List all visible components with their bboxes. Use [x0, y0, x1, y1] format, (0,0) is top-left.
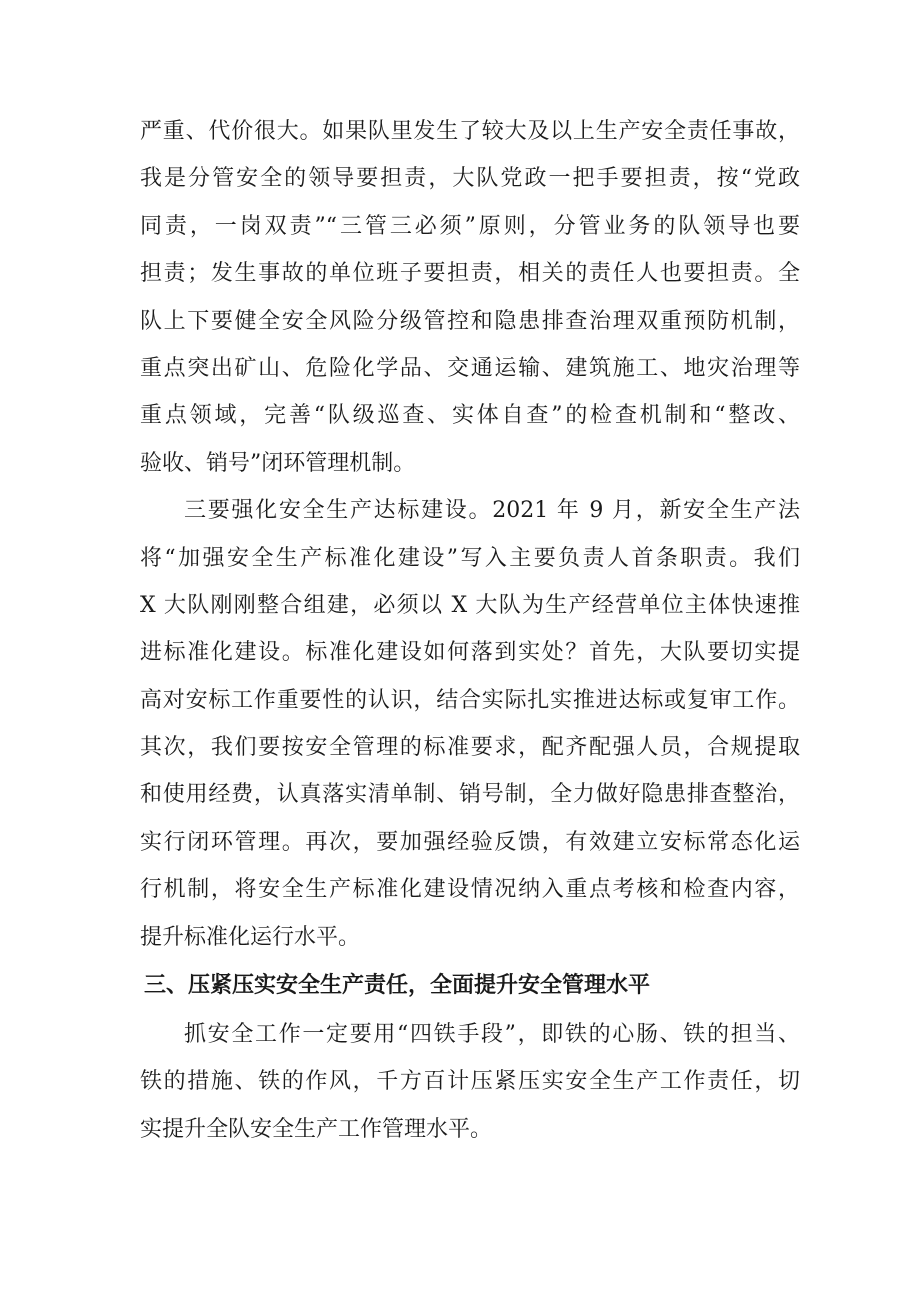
text-line: 三要强化安全生产达标建设。2021 年 9 月，新安全生产法 — [184, 498, 800, 524]
paragraph — [140, 1011, 800, 1153]
text-line: 其次，我们要按安全管理的标准要求，配齐配强人员，合规提取 — [140, 735, 800, 761]
text-line: 实行闭环管理。再次，要加强经验反馈，有效建立安标常态化运 — [140, 829, 800, 855]
text-line: 重点领域，完善“队级巡查、实体自查”的检查机制和“整改、 — [140, 403, 800, 429]
text-line: 提升标准化运行水平。 — [140, 924, 361, 950]
text-line: X 大队刚刚整合组建，必须以 X 大队为生产经营单位主体快速推 — [140, 592, 800, 618]
text-line: 我是分管安全的领导要担责，大队党政一把手要担责，按“党政 — [140, 166, 800, 192]
paragraph — [140, 108, 800, 487]
text-line: 担责；发生事故的单位班子要担责，相关的责任人也要担责。全 — [140, 261, 800, 287]
paragraph — [140, 487, 800, 961]
text-line: 将“加强安全生产标准化建设”写入主要负责人首条职责。我们 — [140, 545, 800, 571]
text-line: 进标准化建设。标准化建设如何落到实处？首先，大队要切实提 — [140, 640, 800, 666]
text-line: 抓安全工作一定要用“四铁手段”，即铁的心肠、铁的担当、 — [184, 1022, 800, 1048]
text-line: 实提升全队安全生产工作管理水平。 — [140, 1116, 493, 1142]
text-line: 同责，一岗双责”“三管三必须”原则，分管业务的队领导也要 — [140, 213, 800, 239]
text-line: 队上下要健全安全风险分级管控和隐患排查治理双重预防机制， — [140, 308, 800, 334]
text-line: 和使用经费，认真落实清单制、销号制，全力做好隐患排查整治， — [140, 782, 800, 808]
text-line: 重点突出矿山、危险化学品、交通运输、建筑施工、地灾治理等 — [140, 355, 800, 381]
text-line: 行机制，将安全生产标准化建设情况纳入重点考核和检查内容， — [140, 877, 800, 903]
text-line: 严重、代价很大。如果队里发生了较大及以上生产安全责任事故， — [140, 119, 800, 144]
text-line: 铁的措施、铁的作风，千方百计压紧压实安全生产工作责任，切 — [140, 1069, 800, 1095]
section-heading: 三、压紧压实安全生产责任，全面提升安全管理水平 — [144, 973, 651, 999]
document-body — [140, 108, 800, 1153]
text-line: 验收、销号”闭环管理机制。 — [140, 450, 416, 476]
text-line: 高对安标工作重要性的认识，结合实际扎实推进达标或复审工作。 — [140, 687, 800, 713]
